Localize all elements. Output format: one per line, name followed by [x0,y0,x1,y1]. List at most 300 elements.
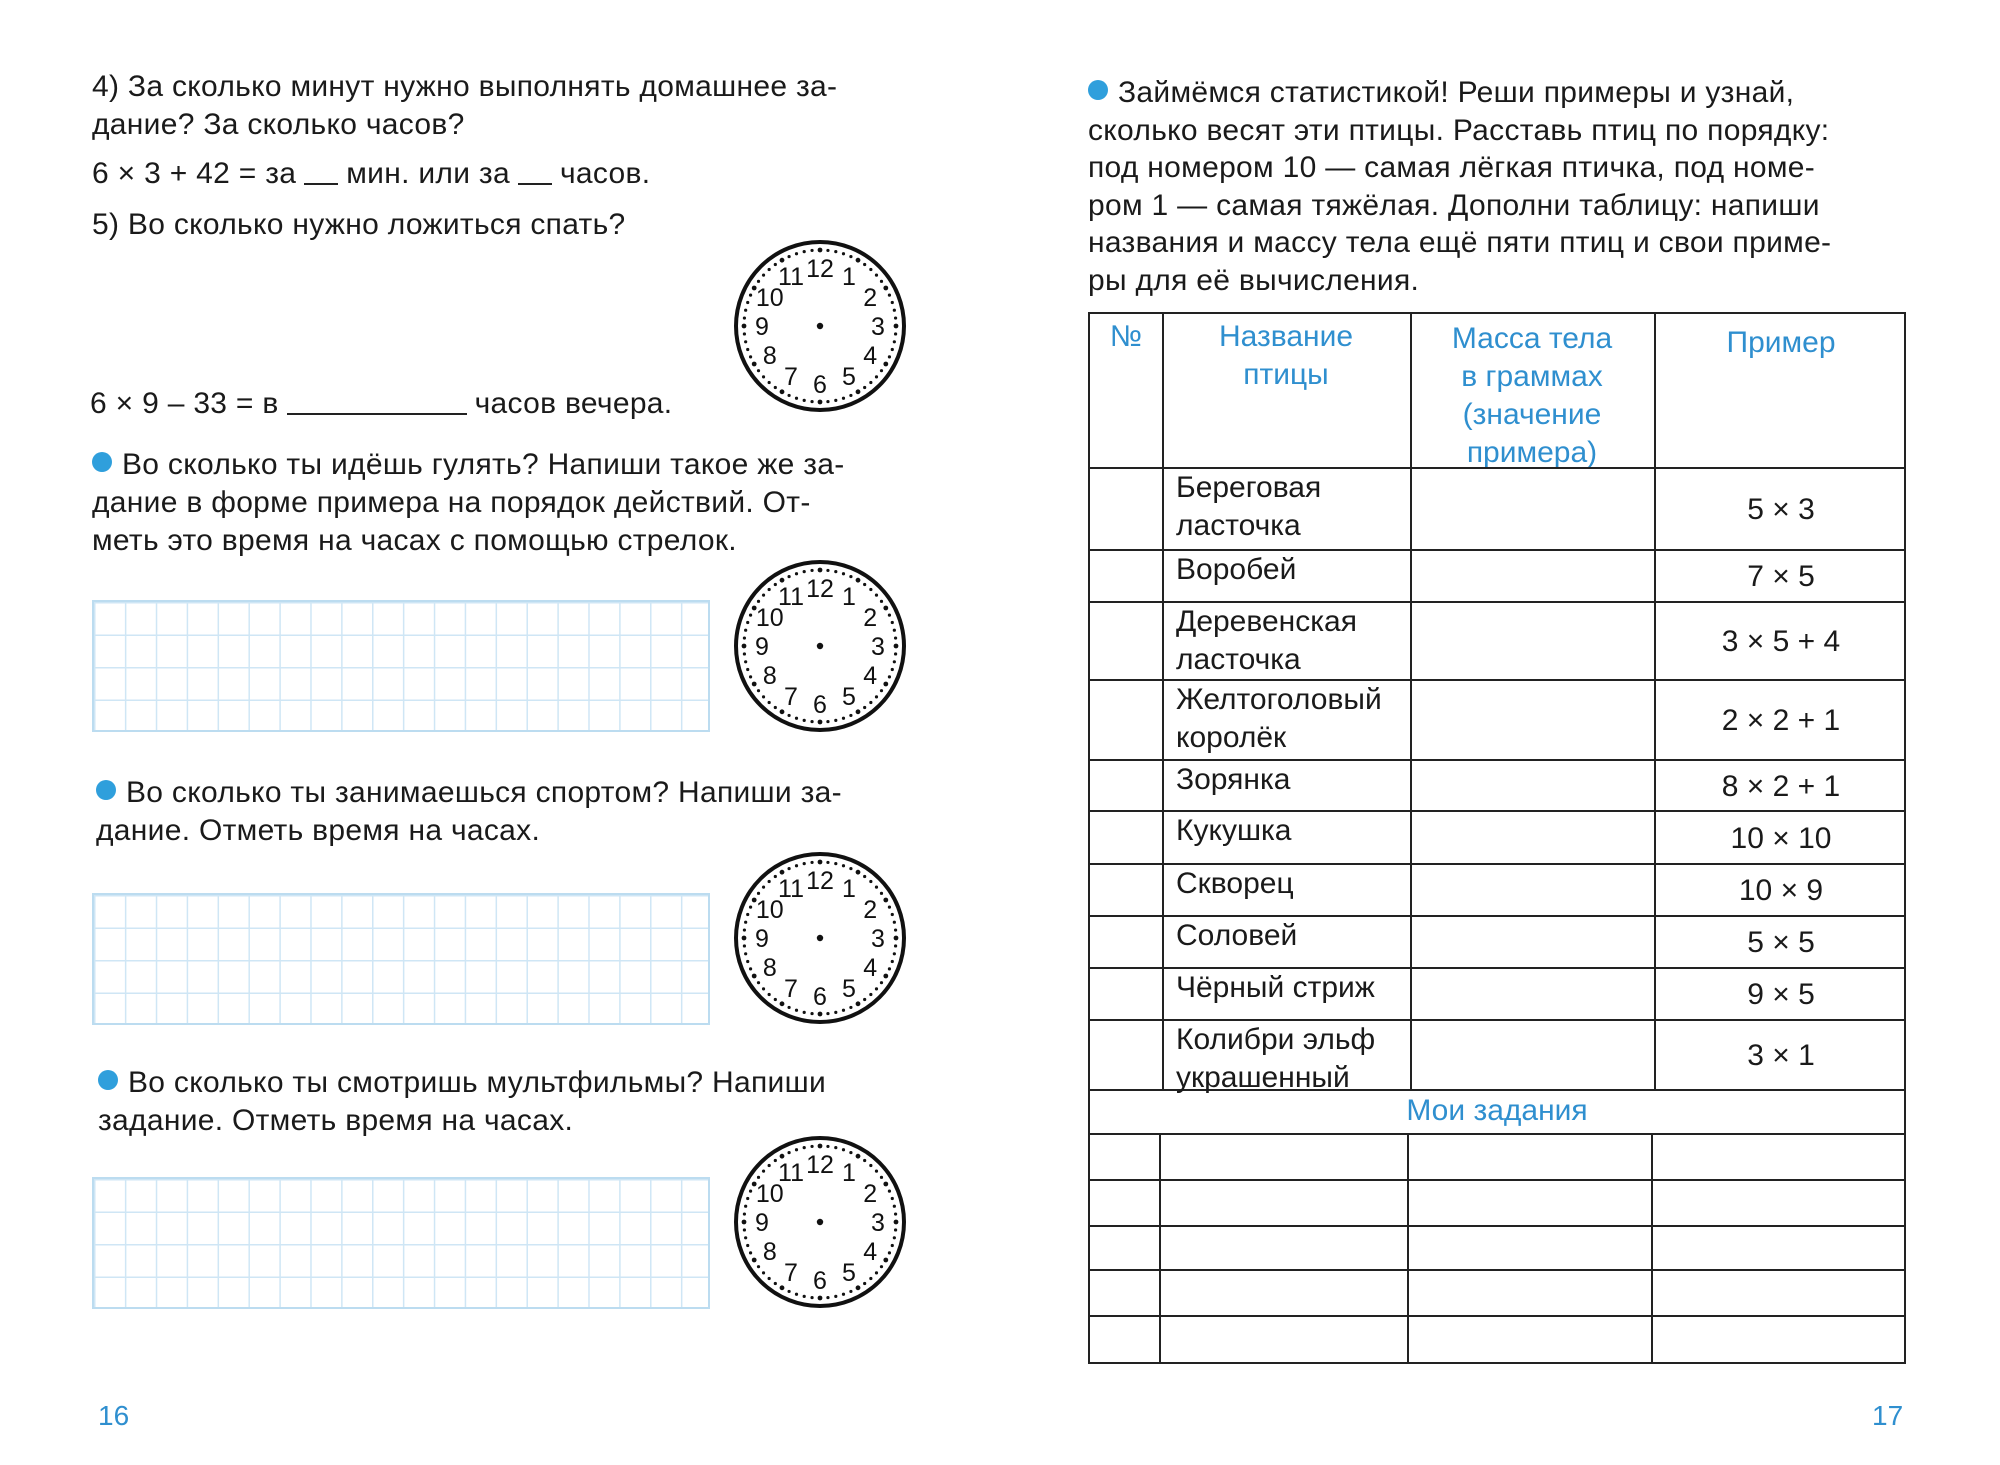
clock-icon[interactable] [732,558,908,734]
clock-tick [743,1228,746,1231]
example-cell: 3 × 5 + 4 [1721,625,1841,658]
question-5: 5) Во сколько нужно ложиться спать? [92,208,626,241]
clock-tick [849,394,852,397]
clock-tick [787,867,790,870]
clock-number: 7 [784,683,798,712]
clock-tick [795,717,798,720]
clock-tick [856,578,861,583]
clock-tick [768,880,771,883]
clock-tick [752,1258,757,1263]
clock-tick [883,606,888,611]
walk-task [92,446,845,560]
clock-number: 1 [842,1158,856,1187]
clock-tick [875,886,878,889]
clock-tick [883,362,888,367]
clock-tick [834,1146,837,1149]
clock-tick [746,301,749,304]
my-tasks-label: Мои задания [1406,1094,1588,1127]
clock-tick [849,1006,852,1009]
clock-tick [883,682,888,687]
example-cell: 2 × 2 + 1 [1721,704,1841,737]
clock-tick [863,1159,866,1162]
clock-tick [742,1220,747,1225]
clock-tick [826,569,829,572]
clock-tick [803,250,806,253]
mass-input-cell[interactable] [1412,679,1652,759]
clock-tick [842,1009,845,1012]
task-line: дание в форме примера на порядок действий. От- [92,486,811,519]
clock-number: 11 [778,582,804,611]
bird-name: Колибри эльф [1176,1023,1376,1056]
clock-tick [891,1244,894,1247]
clock-tick [869,880,872,883]
bird-name: Скворец [1176,867,1294,900]
right-page [1000,0,2000,1465]
clock-tick [746,913,749,916]
clock-tick [875,594,878,597]
bullet-icon [92,452,112,472]
clock-tick [746,621,749,624]
clock-number: 6 [813,691,827,719]
clock-tick [856,1285,861,1290]
clock-tick [744,660,747,663]
clock-center-dot [817,1219,823,1225]
bullet-icon [1088,80,1108,100]
answer-grid-cartoon[interactable] [92,1177,710,1309]
clock-tick [834,250,837,253]
clock-tick [894,1220,899,1225]
equation-text: 6 × 3 + 42 = за [92,157,297,190]
clock-tick [842,252,845,255]
clock-tick [749,675,752,678]
clock-tick [746,348,749,351]
mass-input-cell[interactable] [1412,467,1652,549]
clock-tick [795,572,798,575]
question-4 [92,68,837,144]
clock-tick [768,993,771,996]
clock-tick [856,258,861,263]
clock-tick [883,1182,888,1187]
clock-tick [803,570,806,573]
clock-number: 12 [806,255,834,283]
clock-tick [856,870,861,875]
clock-tick [774,263,777,266]
table-row-line [1090,1269,1904,1271]
clock-tick [744,1236,747,1239]
clock-tick [752,682,757,687]
bird-name: Деревенская [1176,605,1357,638]
clock-tick [856,709,861,714]
clock-tick [810,249,813,252]
bird-name: Соловей [1176,919,1298,952]
clock-number: 9 [755,925,769,953]
clock-number: 10 [755,284,784,312]
clock-tick [875,375,878,378]
clock-tick [826,861,829,864]
clock-tick [757,600,760,603]
mass-input-cell[interactable] [1412,863,1652,915]
clock-tick [863,998,866,1001]
clock-tick [742,644,747,649]
bird-name-cell [1176,1021,1375,1097]
clock-tick [810,1296,813,1299]
clock-tick [810,720,813,723]
clock-tick [774,386,777,389]
clock-tick [795,397,798,400]
clock-tick [803,862,806,865]
clock-tick [842,717,845,720]
clock-tick [834,399,837,402]
statistics-task [1088,74,1908,299]
clock-tick [869,268,872,271]
clock-number: 5 [842,363,856,392]
clock-tick [774,1282,777,1285]
clock-number: 3 [871,633,885,661]
clock-tick [891,668,894,671]
clock-tick [880,892,883,895]
clock-number: 2 [863,604,878,632]
clock-tick [863,583,866,586]
clock-tick [742,936,747,941]
clock-tick [768,1277,771,1280]
clock-tick [863,263,866,266]
clock-tick [810,1145,813,1148]
clock-tick [842,1148,845,1151]
clock-tick [826,1012,829,1015]
bird-name: Чёрный стриж [1176,971,1375,1004]
clock-tick [893,309,896,312]
clock-tick [757,981,760,984]
page-number: 17 [1872,1400,1904,1431]
answer-grid-walk[interactable] [92,600,710,732]
clock-icon[interactable] [732,1134,908,1310]
clock-tick [849,867,852,870]
header-text: птицы [1243,358,1329,391]
clock-icon[interactable] [732,850,908,1026]
task-line: названия и массу тела ещё пяти птиц и свои приме- [1088,226,1832,259]
clock-tick [744,952,747,955]
clock-number: 5 [842,1259,856,1288]
header-bird-name [1162,318,1410,394]
clock-tick [894,652,897,655]
task-line: Во сколько ты идёшь гулять? Напиши такое же за- [122,448,845,481]
clock-number: 3 [871,313,885,341]
task-line: меть это время на часах с помощью стрелок. [92,524,737,557]
clock-tick [891,913,894,916]
clock-number: 2 [863,1180,878,1208]
clock-tick [880,600,883,603]
clock-tick [803,1146,806,1149]
clock-tick [894,644,899,649]
clock-tick [888,905,891,908]
clock-number: 12 [806,867,834,895]
example-cell: 10 × 10 [1730,821,1832,855]
clock-icon[interactable] [732,238,908,414]
clock-tick [891,621,894,624]
clock-tick [768,1164,771,1167]
clock-tick [762,695,765,698]
clock-number: 10 [755,1180,784,1208]
clock-tick [742,324,747,329]
clock-tick [818,568,823,573]
clock-tick [875,987,878,990]
clock-tick [749,905,752,908]
page-number: 16 [98,1400,130,1431]
clock-number: 11 [778,262,804,291]
clock-tick [875,1271,878,1274]
clock-tick [803,719,806,722]
clock-tick [749,1189,752,1192]
task-line: задание. Отметь время на часах. [98,1104,574,1137]
bird-name-cell [1176,865,1294,903]
clock-tick [893,1205,896,1208]
clock-tick [880,369,883,372]
header-example: Пример [1726,326,1836,359]
clock-number: 6 [813,983,827,1011]
clock-tick [891,348,894,351]
clock-tick [818,248,823,253]
clock-number: 12 [806,1151,834,1179]
clock-number: 9 [755,633,769,661]
clock-tick [880,1176,883,1179]
task-line: Во сколько ты занимаешься спортом? Напиши за- [126,776,842,809]
clock-tick [787,394,790,397]
clock-tick [743,636,746,639]
bird-name: Желтоголовый [1176,683,1382,716]
clock-tick [894,636,897,639]
clock-tick [762,594,765,597]
clock-tick [842,1293,845,1296]
clock-tick [757,1176,760,1179]
table-row-line [1090,1133,1904,1135]
clock-tick [869,1277,872,1280]
clock-tick [856,389,861,394]
clock-tick [893,340,896,343]
example-cell: 3 × 1 [1747,1039,1815,1072]
clock-tick [869,993,872,996]
clock-tick [787,575,790,578]
clock-tick [818,1012,823,1017]
clock-tick [762,886,765,889]
table-row-line [1090,1179,1904,1181]
equation-text: часов вечера. [474,387,673,420]
clock-tick [803,1295,806,1298]
mass-input-cell[interactable] [1412,1019,1652,1089]
clock-tick [746,960,749,963]
clock-tick [746,668,749,671]
clock-tick [744,1205,747,1208]
clock-tick [762,375,765,378]
clock-number: 8 [762,1238,777,1266]
clock-tick [774,583,777,586]
mass-input-cell[interactable] [1412,759,1652,810]
clock-number: 4 [863,662,878,690]
clock-tick [774,1159,777,1162]
clock-tick [893,921,896,924]
clock-tick [818,720,823,725]
example-cell: 7 × 5 [1747,560,1815,593]
answer-grid-sport[interactable] [92,893,710,1025]
clock-tick [762,1271,765,1274]
clock-tick [842,397,845,400]
header-text: в граммах [1461,360,1603,393]
bird-name-cell [1176,917,1297,955]
clock-tick [875,695,878,698]
equation-text: 6 × 9 – 33 = в [90,387,279,420]
bird-name-cell [1176,761,1290,799]
clock-number: 6 [813,371,827,399]
clock-tick [888,967,891,970]
question-4-line: 4) За сколько минут нужно выполнять домашнее за- [92,70,838,103]
clock-tick [787,1151,790,1154]
clock-tick [849,575,852,578]
clock-tick [810,861,813,864]
question-4-line: дание? За сколько часов? [92,108,465,141]
table-column-line [1651,1133,1653,1364]
clock-tick [893,629,896,632]
clock-tick [774,998,777,1001]
clock-tick [834,719,837,722]
clock-tick [787,1290,790,1293]
clock-number: 10 [755,604,784,632]
clock-number: 3 [871,1209,885,1237]
clock-number: 1 [842,582,856,611]
bird-name: Береговая [1176,471,1322,504]
clock-tick [803,399,806,402]
clock-tick [894,944,897,947]
clock-tick [752,362,757,367]
clock-tick [875,274,878,277]
bird-name-cell [1176,969,1375,1007]
clock-tick [888,355,891,358]
clock-tick [869,701,872,704]
clock-tick [757,892,760,895]
clock-tick [834,1011,837,1014]
mass-input-cell[interactable] [1412,549,1652,601]
task-line: сколько весят эти птицы. Расставь птиц по порядку: [1088,113,1830,147]
clock-tick [869,588,872,591]
example-cell: 5 × 3 [1747,493,1815,526]
clock-tick [894,1212,897,1215]
mass-input-cell[interactable] [1412,601,1652,679]
clock-tick [883,898,888,903]
clock-tick [849,1290,852,1293]
clock-tick [768,381,771,384]
clock-tick [826,1296,829,1299]
clock-tick [894,1228,897,1231]
sport-task [96,774,842,850]
clock-tick [768,268,771,271]
question-5-equation [90,385,672,423]
clock-tick [869,381,872,384]
table-column-line [1162,314,1164,1089]
answer-blank-time[interactable] [287,387,467,415]
clock-number: 1 [842,262,856,291]
clock-number: 12 [806,575,834,603]
table-row-line [1090,1315,1904,1317]
clock-number: 10 [755,896,784,924]
clock-tick [787,255,790,258]
clock-number: 8 [762,662,777,690]
clock-tick [749,355,752,358]
example-cell: 8 × 2 + 1 [1721,769,1841,803]
clock-tick [894,332,897,335]
clock-tick [893,660,896,663]
clock-tick [826,720,829,723]
clock-tick [863,875,866,878]
bullet-icon [98,1070,118,1090]
clock-tick [795,1293,798,1296]
task-line: ры для её вычисления. [1088,263,1420,297]
mass-input-cell[interactable] [1412,810,1652,863]
task-line: дание. Отметь время на часах. [96,814,541,847]
clock-tick [743,944,746,947]
clock-tick [744,340,747,343]
clock-tick [746,1244,749,1247]
clock-center-dot [817,323,823,329]
clock-tick [880,689,883,692]
clock-tick [880,981,883,984]
header-text: Масса тела [1451,322,1613,355]
bird-name: королёк [1176,721,1287,754]
clock-tick [757,1265,760,1268]
header-text: примера) [1466,436,1598,469]
clock-tick [818,860,823,865]
clock-tick [749,967,752,970]
clock-number: 7 [784,1259,798,1288]
clock-tick [744,629,747,632]
clock-tick [787,1006,790,1009]
clock-tick [749,613,752,616]
clock-tick [810,1012,813,1015]
header-text: Название [1218,320,1354,353]
clock-number: 7 [784,975,798,1004]
clock-tick [762,1170,765,1173]
clock-tick [795,864,798,867]
clock-tick [826,249,829,252]
clock-tick [762,274,765,277]
answer-blank-minutes[interactable] [304,157,338,185]
clock-tick [795,252,798,255]
clock-tick [787,714,790,717]
clock-tick [826,400,829,403]
clock-tick [856,1001,861,1006]
task-line: ром 1 — самая тяжёлая. Дополни таблицу: напиши [1088,188,1820,222]
clock-tick [810,569,813,572]
mass-input-cell[interactable] [1412,967,1652,1019]
clock-tick [894,936,899,941]
clock-tick [863,386,866,389]
clock-number: 8 [762,954,777,982]
birds-table [1088,312,1906,1364]
clock-tick [849,1151,852,1154]
clock-tick [743,332,746,335]
answer-blank-hours[interactable] [518,157,552,185]
clock-tick [744,921,747,924]
clock-number: 3 [871,925,885,953]
clock-tick [842,864,845,867]
clock-tick [803,1011,806,1014]
clock-tick [795,1148,798,1151]
clock-number: 11 [778,1158,804,1187]
example-cell: 5 × 5 [1747,926,1815,959]
header-number: № [1109,320,1143,353]
mass-input-cell[interactable] [1412,915,1652,967]
clock-number: 4 [863,1238,878,1266]
clock-tick [757,689,760,692]
question-4-equation [92,155,650,193]
clock-center-dot [817,935,823,941]
